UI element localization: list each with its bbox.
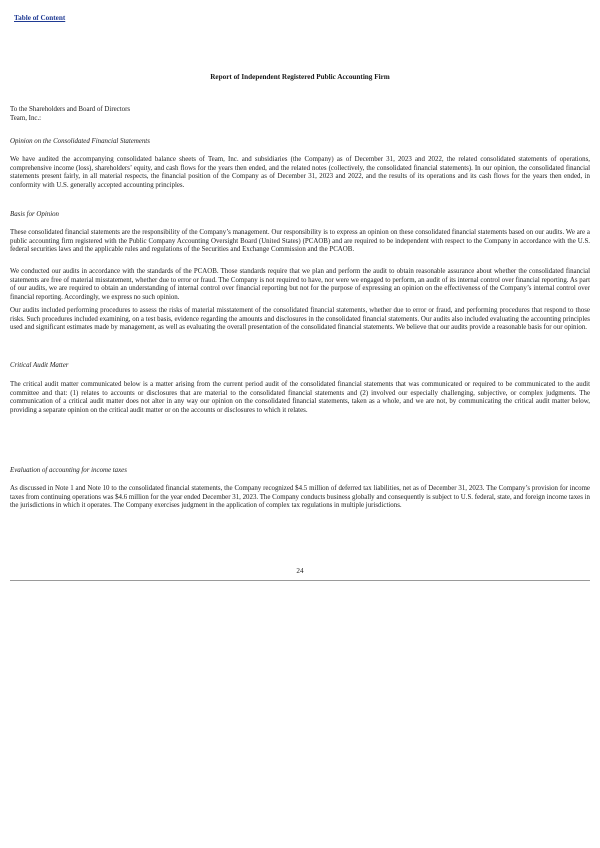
section-heading-cam: Critical Audit Matter — [10, 362, 69, 369]
addressee-line-1: To the Shareholders and Board of Directors — [10, 106, 131, 113]
addressee — [10, 106, 590, 123]
paragraph-basis-3: Our audits included performing procedures to assess the risks of material misstatement of the consolidated financial statements, whether due to error or fraud, and performing procedures that respond to those risks. Such procedures included examining, on a test basis, evidence regarding the amounts and disclosures in the consolidated financial statements. Our audits also included evaluating the accounting principles used and significant estimates made by management, as well as evaluating the overall presentation of the consolidated financial statements. We believe that our audits provide a reasonable basis for our opinion. — [10, 307, 590, 332]
table-of-content-link[interactable]: Table of Content — [14, 14, 66, 22]
paragraph-basis-2: We conducted our audits in accordance with the standards of the PCAOB. Those standards require that we plan and perform the audit to obtain reasonable assurance about whether the consolidated financial statements are free of material misstatement, whether due to error or fraud. The Company is not required to have, nor were we engaged to perform, an audit of its internal control over financial reporting. As part of our audits, we are required to obtain an understanding of internal control over financial reporting but not for the purpose of expressing an opinion on the effectiveness of the Company’s internal control over financial reporting. Accordingly, we express no such opinion. — [10, 268, 590, 302]
page-number: 24 — [296, 567, 304, 575]
section-heading-opinion: Opinion on the Consolidated Financial Statements — [10, 138, 150, 145]
footer-divider — [10, 580, 590, 581]
addressee-line-2: Team, Inc.: — [10, 114, 42, 122]
section-heading-income-taxes: Evaluation of accounting for income taxes — [10, 467, 127, 474]
paragraph-income-taxes: As discussed in Note 1 and Note 10 to the consolidated financial statements, the Company recognized $4.5 million of deferred tax liabilities, net as of December 31, 2023. The Company’s provision for income taxes from continuing operations was $4.6 million for the year ended December 31, 2023. The Company conducts business globally and consequently is subject to U.S. federal, state, and foreign income taxes in the jurisdictions in which it operates. The Company exercises judgment in the application of complex tax regulations in multiple jurisdictions. — [10, 485, 590, 510]
report-title: Report of Independent Registered Public Accounting Firm — [210, 73, 390, 81]
paragraph-opinion: We have audited the accompanying consolidated balance sheets of Team, Inc. and subsidiaries (the Company) as of December 31, 2023 and 2022, the related consolidated statements of operations, comprehensive income (loss), shareholders’ equity, and cash flows for the years then ended, and the related notes (collectively, the consolidated financial statements). In our opinion, the consolidated financial statements present fairly, in all material respects, the financial position of the Company as of December 31, 2023 and 2022, and the results of its operations and its cash flows for the years then ended, in conformity with U.S. generally accepted accounting principles. — [10, 156, 590, 190]
paragraph-cam: The critical audit matter communicated below is a matter arising from the current period audit of the consolidated financial statements that was communicated or required to be communicated to the audit committee and that: (1) relates to accounts or disclosures that are material to the consolidated financial statements and (2) involved our especially challenging, subjective, or complex judgments. The communication of a critical audit matter does not alter in any way our opinion on the consolidated financial statements, taken as a whole, and we are not, by communicating the critical audit matter below, providing a separate opinion on the critical audit matter or on the accounts or disclosures to which it relates. — [10, 381, 590, 415]
section-heading-basis: Basis for Opinion — [10, 211, 60, 218]
paragraph-basis-1: These consolidated financial statements are the responsibility of the Company’s management. Our responsibility is to express an opinion on these consolidated financial statements based on our audits. We are a public accounting firm registered with the Public Company Accounting Oversight Board (United States) (PCAOB) and are required to be independent with respect to the Company in accordance with the U.S. federal securities laws and the applicable rules and regulations of the Securities and Exchange Commission and the PCAOB. — [10, 229, 590, 254]
